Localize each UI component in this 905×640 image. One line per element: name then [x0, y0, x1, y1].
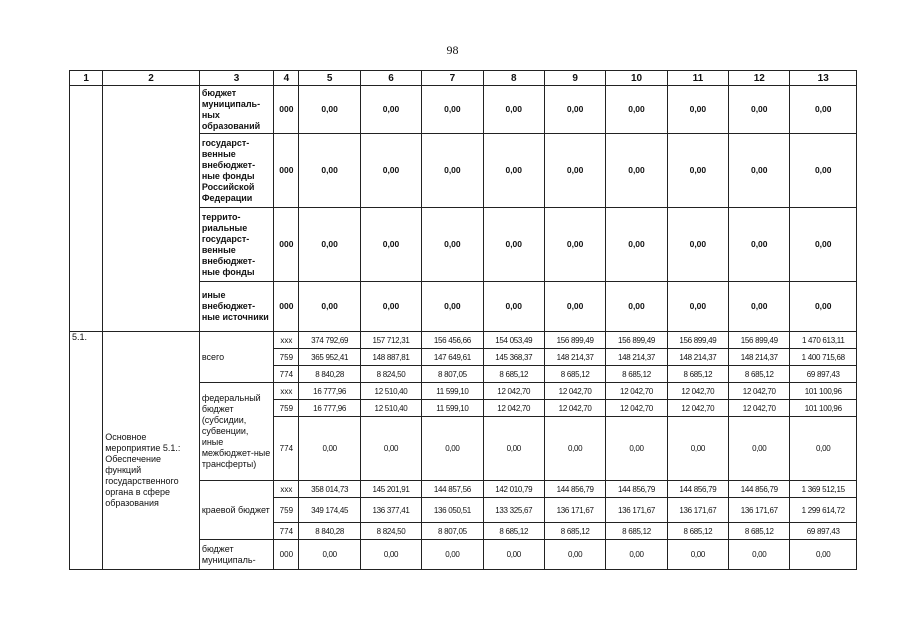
- table-row: [70, 86, 857, 134]
- value-cell: 1 369 512,15: [790, 481, 857, 498]
- col-header: 11: [667, 71, 728, 86]
- value-cell: 156 899,49: [544, 332, 605, 349]
- value-cell: 154 053,49: [483, 332, 544, 349]
- funding-source: федеральный бюджет (субсидии, субвенции, иные межбюджет-ные трансферты): [199, 383, 273, 481]
- value-cell: 0,00: [667, 417, 728, 481]
- value-cell: 8 685,12: [606, 523, 667, 540]
- value-cell: 0,00: [790, 86, 857, 134]
- value-cell: 145 368,37: [483, 349, 544, 366]
- value-cell: 144 856,79: [667, 481, 728, 498]
- page-number: 98: [446, 43, 459, 57]
- value-cell: 0,00: [790, 282, 857, 332]
- value-cell: 148 214,37: [544, 349, 605, 366]
- value-cell: 12 042,70: [606, 383, 667, 400]
- col-header: 4: [274, 71, 299, 86]
- value-cell: 0,00: [667, 208, 728, 282]
- value-cell: 8 685,12: [544, 523, 605, 540]
- value-cell: 0,00: [544, 86, 605, 134]
- value-cell: 8 824,50: [360, 366, 421, 383]
- value-cell: 12 042,70: [483, 400, 544, 417]
- value-cell: 0,00: [422, 540, 483, 570]
- code-cell: xxx: [274, 332, 299, 349]
- value-cell: 0,00: [790, 134, 857, 208]
- value-cell: 8 840,28: [299, 366, 360, 383]
- value-cell: 156 456,66: [422, 332, 483, 349]
- col-header: 2: [103, 71, 200, 86]
- value-cell: 0,00: [483, 417, 544, 481]
- code-cell: xxx: [274, 481, 299, 498]
- code-cell: 774: [274, 366, 299, 383]
- col-header: 10: [606, 71, 667, 86]
- funding-source: краевой бюджет: [199, 481, 273, 540]
- code-cell: 000: [274, 540, 299, 570]
- value-cell: 12 510,40: [360, 383, 421, 400]
- empty-cell: [70, 86, 103, 332]
- value-cell: 0,00: [667, 282, 728, 332]
- value-cell: 0,00: [483, 208, 544, 282]
- value-cell: 0,00: [667, 86, 728, 134]
- value-cell: 0,00: [360, 540, 421, 570]
- funding-source: иные внебюджет-ные источники: [199, 282, 273, 332]
- value-cell: 148 887,81: [360, 349, 421, 366]
- value-cell: 1 299 614,72: [790, 498, 857, 523]
- value-cell: 136 171,67: [729, 498, 790, 523]
- value-cell: 0,00: [299, 540, 360, 570]
- value-cell: 12 042,70: [729, 400, 790, 417]
- value-cell: 1 470 613,11: [790, 332, 857, 349]
- value-cell: 0,00: [790, 540, 857, 570]
- value-cell: 1 400 715,68: [790, 349, 857, 366]
- col-header: 7: [422, 71, 483, 86]
- value-cell: 136 171,67: [667, 498, 728, 523]
- value-cell: 0,00: [299, 208, 360, 282]
- value-cell: 8 685,12: [483, 366, 544, 383]
- code-cell: 759: [274, 349, 299, 366]
- value-cell: 144 856,79: [729, 481, 790, 498]
- value-cell: 0,00: [299, 282, 360, 332]
- value-cell: 0,00: [729, 86, 790, 134]
- value-cell: 0,00: [360, 282, 421, 332]
- value-cell: 0,00: [729, 540, 790, 570]
- value-cell: 136 171,67: [606, 498, 667, 523]
- value-cell: 12 042,70: [483, 383, 544, 400]
- code-cell: 000: [274, 134, 299, 208]
- value-cell: 147 649,61: [422, 349, 483, 366]
- value-cell: 0,00: [729, 417, 790, 481]
- budget-table: [69, 70, 857, 570]
- value-cell: 0,00: [544, 417, 605, 481]
- value-cell: 144 856,79: [606, 481, 667, 498]
- value-cell: 0,00: [360, 86, 421, 134]
- value-cell: 156 899,49: [667, 332, 728, 349]
- value-cell: 12 042,70: [729, 383, 790, 400]
- value-cell: 144 857,56: [422, 481, 483, 498]
- col-header: 1: [70, 71, 103, 86]
- value-cell: 0,00: [790, 208, 857, 282]
- value-cell: 0,00: [483, 134, 544, 208]
- value-cell: 148 214,37: [606, 349, 667, 366]
- value-cell: 69 897,43: [790, 366, 857, 383]
- value-cell: 0,00: [422, 417, 483, 481]
- value-cell: 8 807,05: [422, 523, 483, 540]
- value-cell: 136 171,67: [544, 498, 605, 523]
- value-cell: 358 014,73: [299, 481, 360, 498]
- value-cell: 8 807,05: [422, 366, 483, 383]
- col-header: 5: [299, 71, 360, 86]
- value-cell: 0,00: [606, 417, 667, 481]
- code-cell: 000: [274, 282, 299, 332]
- value-cell: 8 824,50: [360, 523, 421, 540]
- value-cell: 8 685,12: [667, 366, 728, 383]
- funding-source: террито-риальные государст-венные внебюджет-ные фонды: [199, 208, 273, 282]
- value-cell: 156 899,49: [606, 332, 667, 349]
- value-cell: 0,00: [729, 134, 790, 208]
- value-cell: 11 599,10: [422, 400, 483, 417]
- value-cell: 8 685,12: [729, 523, 790, 540]
- value-cell: 374 792,69: [299, 332, 360, 349]
- code-cell: 759: [274, 498, 299, 523]
- funding-source: всего: [199, 332, 273, 383]
- value-cell: 11 599,10: [422, 383, 483, 400]
- value-cell: 8 685,12: [483, 523, 544, 540]
- value-cell: 8 840,28: [299, 523, 360, 540]
- value-cell: 148 214,37: [729, 349, 790, 366]
- col-header: 6: [360, 71, 421, 86]
- value-cell: 0,00: [790, 417, 857, 481]
- value-cell: 101 100,96: [790, 383, 857, 400]
- value-cell: 0,00: [667, 540, 728, 570]
- funding-source: государст-венные внебюджет-ные фонды Российской Федерации: [199, 134, 273, 208]
- value-cell: 145 201,91: [360, 481, 421, 498]
- value-cell: 0,00: [544, 540, 605, 570]
- col-header: 9: [544, 71, 605, 86]
- value-cell: 157 712,31: [360, 332, 421, 349]
- value-cell: 0,00: [606, 86, 667, 134]
- value-cell: 0,00: [606, 282, 667, 332]
- value-cell: 16 777,96: [299, 400, 360, 417]
- code-cell: 000: [274, 86, 299, 134]
- value-cell: 0,00: [299, 417, 360, 481]
- value-cell: 69 897,43: [790, 523, 857, 540]
- section-title: Основное мероприятие 5.1.: Обеспечение функций государственного органа в сфере образования: [103, 332, 200, 570]
- value-cell: 0,00: [729, 208, 790, 282]
- value-cell: 0,00: [483, 86, 544, 134]
- value-cell: 0,00: [483, 282, 544, 332]
- funding-source: бюджет муниципаль-ных образований: [199, 86, 273, 134]
- funding-source: бюджет муниципаль-: [199, 540, 273, 570]
- value-cell: 0,00: [422, 282, 483, 332]
- value-cell: 0,00: [483, 540, 544, 570]
- value-cell: 12 042,70: [606, 400, 667, 417]
- value-cell: 0,00: [667, 134, 728, 208]
- value-cell: 0,00: [422, 208, 483, 282]
- value-cell: 0,00: [360, 134, 421, 208]
- value-cell: 136 377,41: [360, 498, 421, 523]
- value-cell: 8 685,12: [667, 523, 728, 540]
- value-cell: 136 050,51: [422, 498, 483, 523]
- value-cell: 0,00: [544, 134, 605, 208]
- value-cell: 12 042,70: [667, 383, 728, 400]
- value-cell: 148 214,37: [667, 349, 728, 366]
- section-number: 5.1.: [70, 332, 103, 570]
- value-cell: 0,00: [606, 134, 667, 208]
- empty-cell: [103, 86, 200, 332]
- value-cell: 142 010,79: [483, 481, 544, 498]
- value-cell: 0,00: [606, 540, 667, 570]
- value-cell: 0,00: [360, 417, 421, 481]
- value-cell: 0,00: [729, 282, 790, 332]
- value-cell: 12 042,70: [667, 400, 728, 417]
- value-cell: 12 510,40: [360, 400, 421, 417]
- value-cell: 0,00: [299, 134, 360, 208]
- value-cell: 365 952,41: [299, 349, 360, 366]
- value-cell: 156 899,49: [729, 332, 790, 349]
- value-cell: 0,00: [606, 208, 667, 282]
- value-cell: 101 100,96: [790, 400, 857, 417]
- value-cell: 0,00: [360, 208, 421, 282]
- col-header: 8: [483, 71, 544, 86]
- col-header: 3: [199, 71, 273, 86]
- value-cell: 0,00: [299, 86, 360, 134]
- header-row: [70, 71, 857, 86]
- code-cell: 759: [274, 400, 299, 417]
- value-cell: 0,00: [422, 86, 483, 134]
- col-header: 13: [790, 71, 857, 86]
- value-cell: 8 685,12: [606, 366, 667, 383]
- code-cell: 774: [274, 417, 299, 481]
- value-cell: 12 042,70: [544, 383, 605, 400]
- value-cell: 144 856,79: [544, 481, 605, 498]
- value-cell: 0,00: [544, 208, 605, 282]
- value-cell: 0,00: [544, 282, 605, 332]
- col-header: 12: [729, 71, 790, 86]
- table-row: [70, 332, 857, 349]
- value-cell: 12 042,70: [544, 400, 605, 417]
- value-cell: 349 174,45: [299, 498, 360, 523]
- value-cell: 8 685,12: [729, 366, 790, 383]
- value-cell: 8 685,12: [544, 366, 605, 383]
- value-cell: 0,00: [422, 134, 483, 208]
- value-cell: 133 325,67: [483, 498, 544, 523]
- code-cell: 000: [274, 208, 299, 282]
- code-cell: 774: [274, 523, 299, 540]
- value-cell: 16 777,96: [299, 383, 360, 400]
- code-cell: xxx: [274, 383, 299, 400]
